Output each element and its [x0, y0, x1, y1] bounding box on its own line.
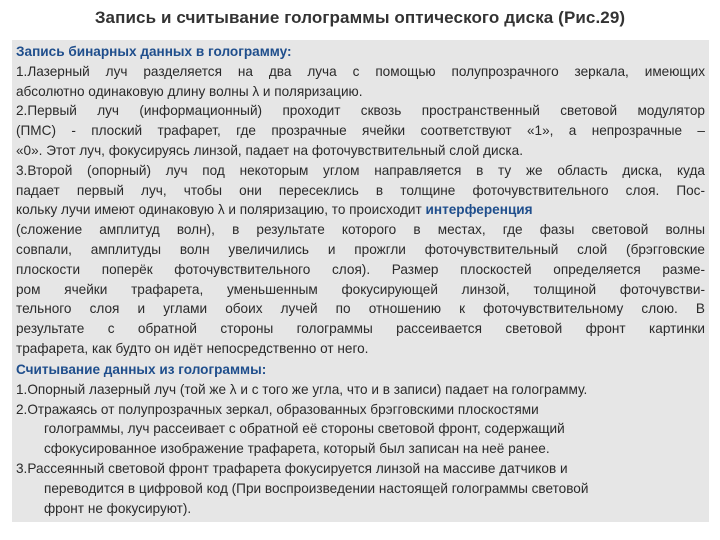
recording-line-4: (ПМС) - плоский трафарет, где прозрачные ячейки соответствуют «1», а непрозрачные – [16, 123, 705, 139]
reading-line-7: фронт не фокусируют). [44, 500, 192, 516]
reading-heading: Считывание данных из голограммы: [16, 362, 267, 377]
slide-title: Запись и считывание голограммы оптического диска (Рис.29) [94, 8, 626, 27]
recording-line-13: тельного слоя и углами обоих лучей по отношению к фоточувствительному слою. В [16, 301, 705, 317]
recording-heading: Запись бинарных данных в голограмму: [16, 44, 292, 59]
interference-keyword: интерференция [425, 202, 533, 218]
recording-line-7: падает первый луч, чтобы они пересеклись в толщине фоточувствительного слоя. Пос- [16, 182, 705, 198]
recording-line-9: (сложение амплитуд волн), в результате которого в местах, где фазы световой волны [16, 222, 705, 238]
reading-line-3: голограммы, луч рассеивает с обратной её стороны световой фронт, содержащий [44, 421, 565, 437]
reading-line-6: переводится в цифровой код (При воспроизведении настоящей голограммы световой [44, 480, 589, 496]
recording-line-10: совпали, амплитуды волн увеличились и прожгли фоточувствительный слой (брэгговские [16, 241, 705, 257]
reading-line-2: 2.Отражаясь от полупрозрачных зеркал, образованных брэгговскими плоскостями [16, 401, 539, 417]
recording-line-14: результате с обратной стороны голограммы рассеивается световой фронт картинки [16, 321, 705, 337]
recording-line-6: 3.Второй (опорный) луч под некоторым углом направляется в ту же область диска, куда [16, 162, 705, 178]
recording-line-15: трафарета, как будто он идёт непосредственно от него. [16, 340, 369, 356]
recording-line-2: абсолютно одинаковую длину волны λ и поляризацию. [16, 83, 363, 99]
recording-section [12, 40, 709, 363]
recording-line-8 [16, 200, 705, 220]
reading-section [12, 358, 709, 522]
recording-line-1: 1.Лазерный луч разделяется на два луча с помощью полупрозрачного зеркала, имеющих [16, 63, 705, 79]
recording-line-8-text: кольку лучи имеют одинаковую λ и поляризацию, то происходит [16, 202, 426, 218]
recording-line-12: ром ячейки трафарета, уменьшенным фокусирующей линзой, толщиной фоточувстви- [16, 281, 705, 297]
reading-line-1: 1.Опорный лазерный луч (той же λ и с того же угла, что и в записи) падает на голограмму. [16, 381, 588, 397]
reading-line-5: 3.Рассеянный световой фронт трафарета фокусируется линзой на массиве датчиков и [16, 460, 568, 476]
recording-line-3: 2.Первый луч (информационный) проходит сквозь пространственный световой модулятор [16, 103, 705, 119]
recording-line-11: плоскости поперёк фоточувствительного слоя). Размер плоскостей определяется разме- [16, 261, 705, 277]
recording-line-5: «0». Этот луч, фокусируясь линзой, падает на фоточувствительный слой диска. [16, 142, 523, 158]
reading-line-4: сфокусированное изображение трафарета, который был записан на неё ранее. [44, 441, 550, 457]
